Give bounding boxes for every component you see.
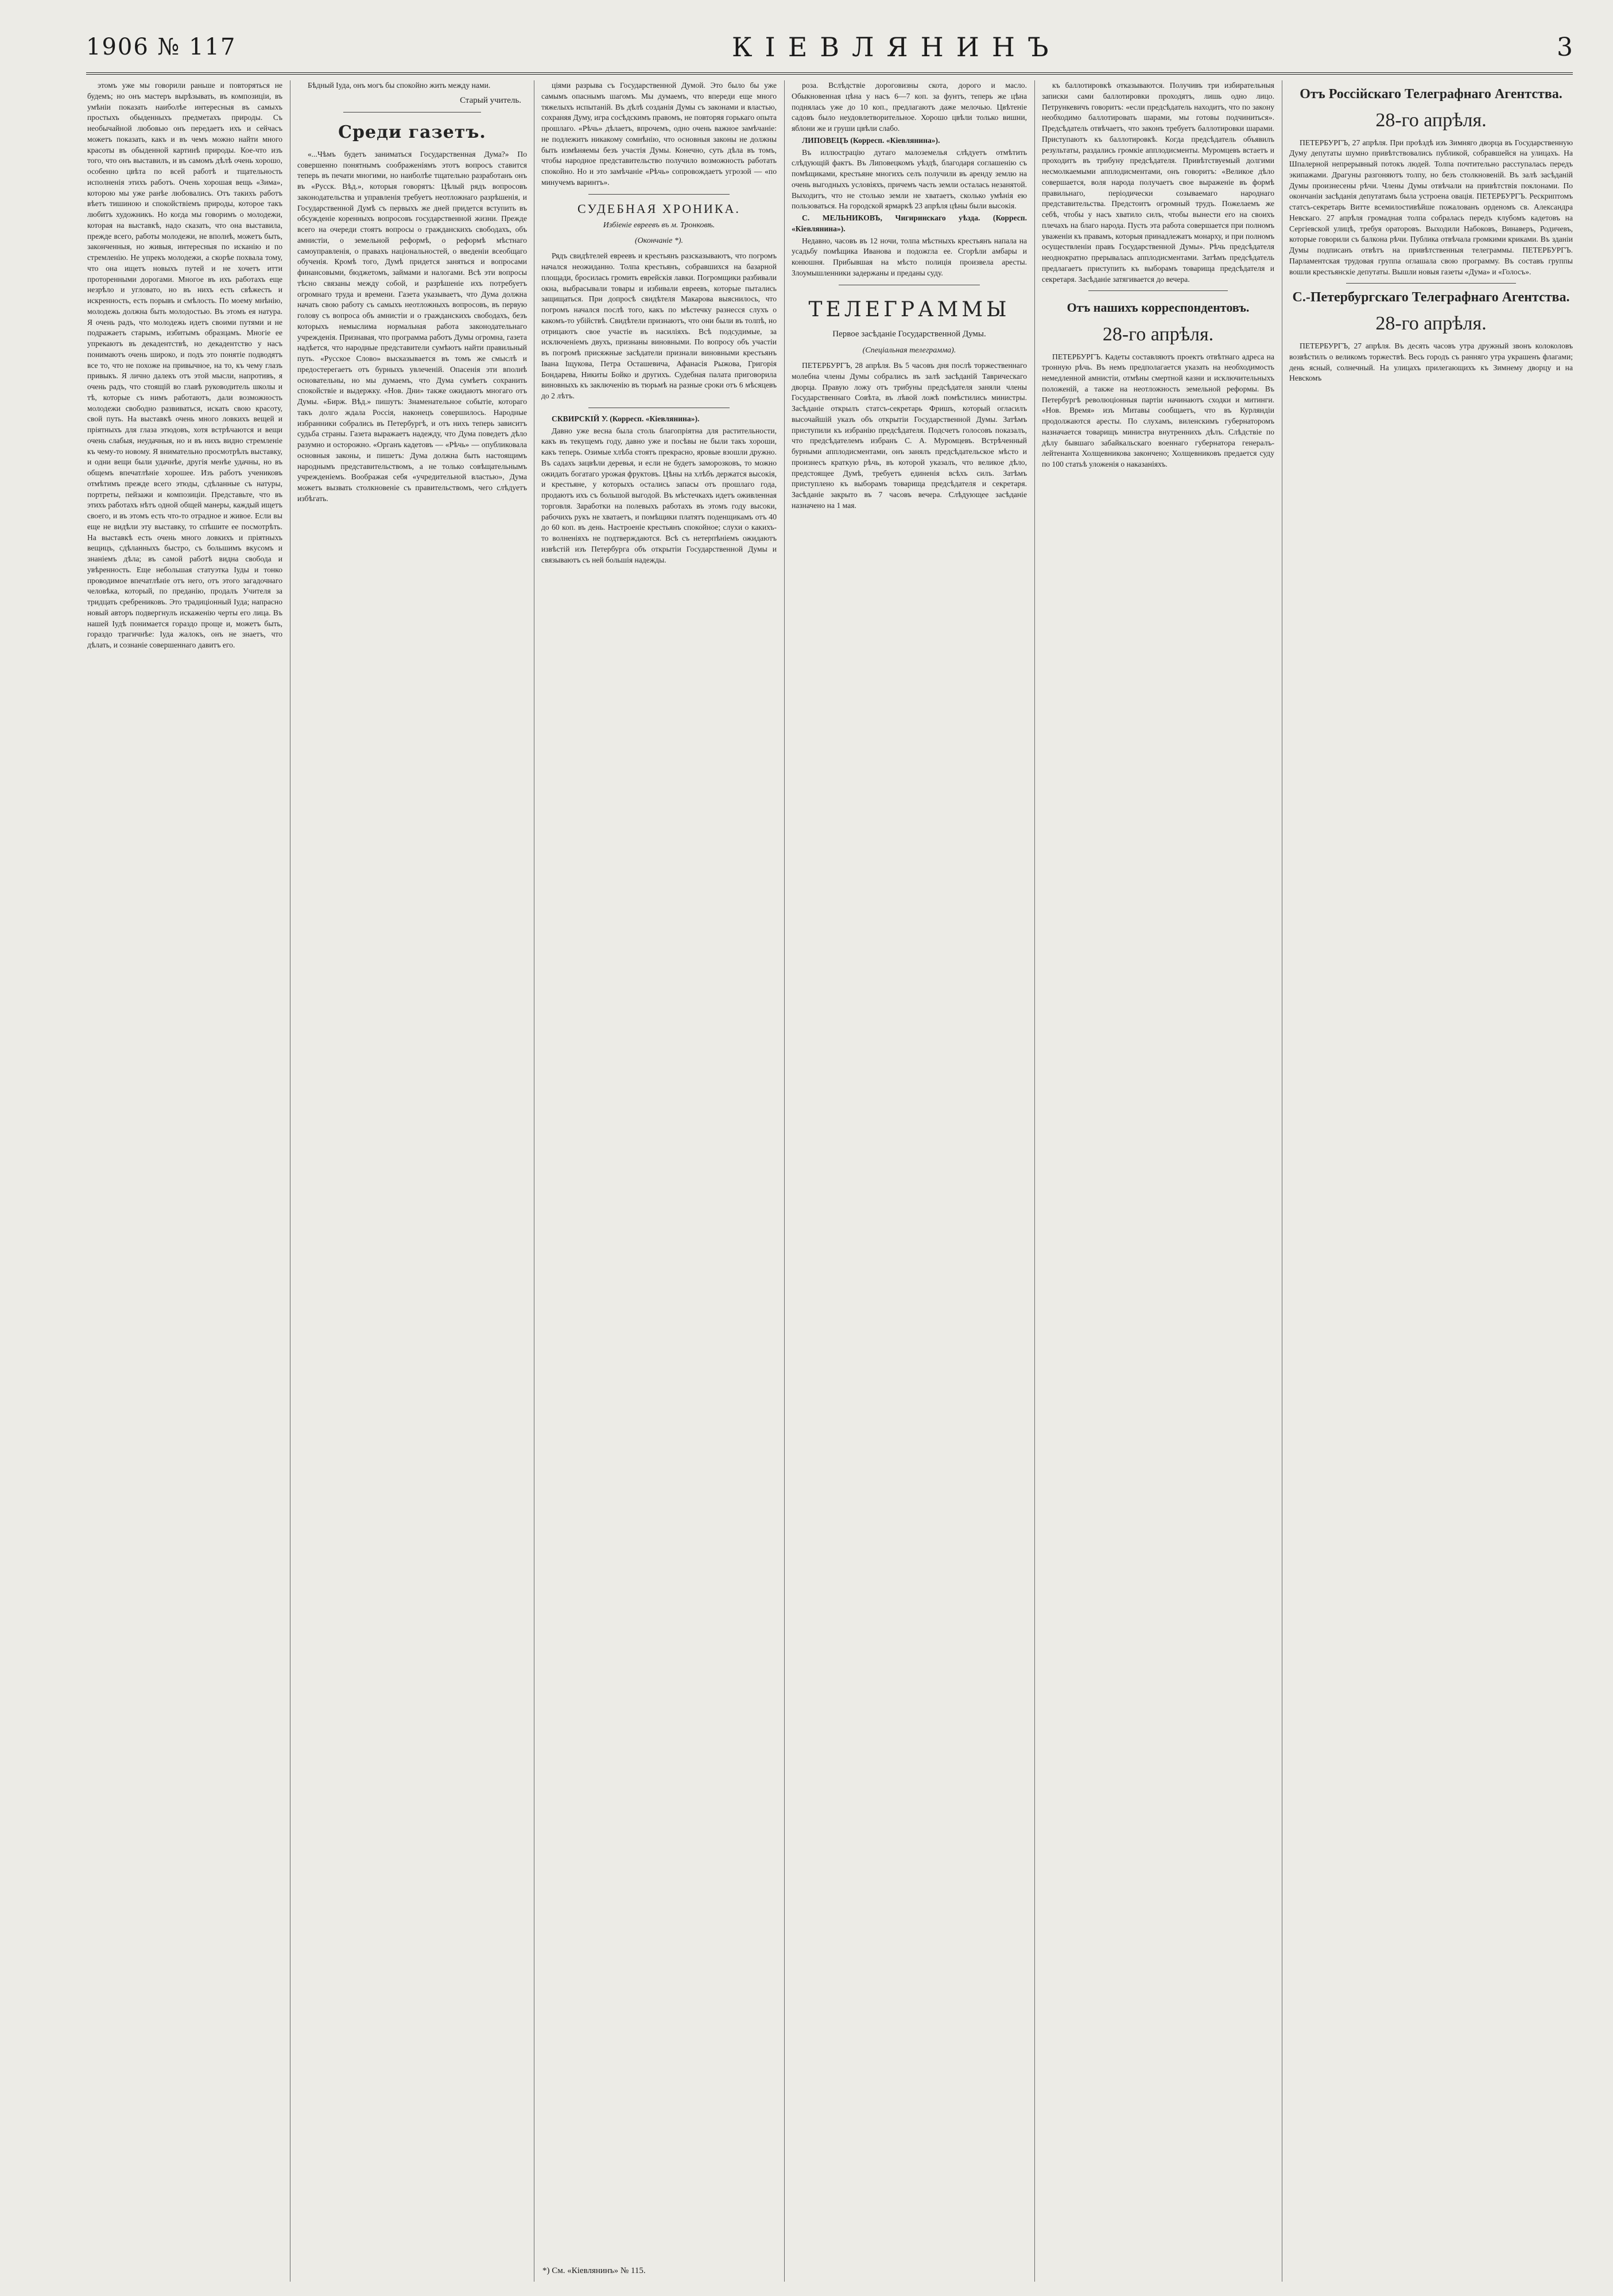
article-text: Бѣдный Іуда, онъ могъ бы спокойно жить между нами. [308,81,491,90]
section-rule [588,194,730,195]
article-text: Недавно, часовъ въ 12 ночи, толпа мѣстныхъ крестьянъ напала на усадьбу помѣщика Иванова и подожгла ее. Сгорѣли амбары и конюшня. Прибывшая на мѣсто полиція произвела аресты. Злоумышленники задержаны и преданы суду. [792,236,1027,277]
article-text: ПЕТЕРБУРГЪ, 27 апрѣля. При проѣздѣ изъ Зимняго дворца въ Государственную Думу депутаты шумно привѣтствовались публикой, собравшейся на улицахъ. На Шпалерной непрерывный потокъ людей. Толпа почтительно расступалась передъ экипажами. Драгуны разгоняютъ толпу, но безъ столкновеній. Въ залѣ засѣданій Думы произнесены рѣчи. Члены Думы отвѣчали на привѣтствія поклонами. По окончаніи засѣданія депутатамъ была устроена овація. ПЕТЕРБУРГЪ. Рескриптомъ статсъ-секретарь Витте всемилостивѣйше пожалованъ орденомъ св. Александра Невскаго. 27 апрѣля громадная толпа собралась передъ клубомъ кадетовъ на Сергіевской улицѣ, требуя ораторовъ. Выходили Набоковъ, Винаверъ, Родичевъ, которые говорили съ балкона рѣчи. Публика отвѣчала громкими криками. Въ зданіи Думы подписанъ отвѣтъ на привѣтственныя телеграммы. ПЕТЕРБУРГЪ. Парламентская трудовая группа оглашала свою программу. Въ составъ группы вошли крестьянскіе депутаты. Вышли новыя газеты «Дума» и «Голосъ». [1289,138,1573,276]
section-rule [1088,290,1228,291]
continuation-note: (Окончаніе *). [634,236,684,246]
section-heading: Среди газетъ. [338,122,486,143]
agency-heading: С.-Петербургскаго Телеграфнаго Агентства. [1292,290,1570,305]
footnote: *) См. «Кіевлянинъ» № 115. [542,2266,646,2275]
date-heading: 28-го апрѣля. [1102,323,1214,345]
section-subheading: Первое засѣданіе Государственной Думы. [832,329,986,339]
column-3 [541,80,777,2282]
newspaper-title: КІЕВЛЯНИНЪ [731,32,1061,63]
section-heading: СУДЕБНАЯ ХРОНИКА. [577,201,740,216]
masthead [86,24,1573,70]
signature: Старый учитель. [460,95,521,105]
column-2 [297,80,527,2282]
article-text: «...Чѣмъ будетъ заниматься Государственная Дума?» По совершенно понятнымъ соображеніямъ этотъ вопросъ ставится теперь въ печати многими, но наиболѣе тщательно разработанъ онъ въ «Русск. Вѣд.», которыя говорятъ: Цѣлый рядъ вопросовъ законодательства и управленія требуетъ неотложнаго разрѣшенія, и Государственной Думѣ съ первыхъ же дней придется вступить въ обсужденіе коренныхъ вопросовъ государственной жизни. Прежде всего на очереди стоятъ вопросы о гражданскихъ свободахъ, объ амнистіи, о земельной реформѣ, о реформѣ мѣстнаго самоуправленія, о правахъ національностей, о введеніи всеобщаго обученія. Кромѣ того, Думѣ придется заняться и вопросами финансовыми, бюджетомъ, займами и налогами. Всѣ эти вопросы тѣсно связаны между собой, и разрѣшеніе ихъ потребуетъ огромнаго труда и времени. Газета указываетъ, что Дума должна начать свою работу съ самыхъ неотложныхъ вопросовъ, въ первую голову съ вопроса объ амнистіи и о гражданскихъ свободахъ, безъ которыхъ немыслима нормальная работа законодательнаго учрежденія. Признавая, что программа работъ Думы огромна, газета надѣется, что народные представители сумѣютъ найти правильный путь. «Русское Слово» высказывается въ томъ же смыслѣ и предостерегаетъ отъ бурныхъ увлеченій. Опасенія эти вполнѣ основательны, но мы думаемъ, что Дума сумѣетъ сохранить спокойствіе и выдержку. «Нов. Дни» также ожидаютъ многаго отъ Думы. «Бирж. Вѣд.» пишутъ: Знаменательное событіе, котораго такъ долго ждала Россія, наконецъ совершилось. Народные избранники собрались въ Петербургѣ, и отъ нихъ теперь зависитъ судьба страны. Газета выражаетъ надежду, что Дума поведетъ дѣло разумно и осторожно. «Органъ кадетовъ — «Рѣчь» — опубликовала основныя законы, и пишетъ: Дума должна быть настоящимъ народнымъ представительствомъ, а не только совѣщательнымъ учрежденіемъ. Воображая себя «учредительной властью», Дума можетъ вызвать столкновеніе съ правительствомъ, чего слѣдуетъ избѣгать. [297,149,527,503]
article-text: Въ иллюстрацію дутаго малоземелья слѣдуетъ отмѣтить слѣдующій фактъ. Въ Липовецкомъ уѣздѣ, благодаря соглашенію съ помѣщиками, крестьяне многихъ селъ получили въ аренду землю на очень выгодныхъ условіяхъ, причемъ часть земли осталась незанятой. Выходитъ, что не столько земли не хватаетъ, сколько умѣнія ею пользоваться. На городской ярмаркѣ 23 апрѣля цѣны были высокія. [792,148,1027,211]
masthead-rule [86,72,1573,75]
article-text: ПЕТЕРБУРГЪ. Кадеты составляютъ проектъ отвѣтнаго адреса на тронную рѣчь. Въ немъ предполагается указать на необходимость немедленной амнистіи, отмѣны смертной казни и исключительныхъ положеній, а также на неотложность земельной реформы. Въ Петербургѣ революціонныя партіи начинаютъ сходки и митинги. «Нов. Время» изъ Митавы сообщаетъ, что въ Курляндіи продолжаются аресты. По слухамъ, виленскимъ губернаторомъ назначается товарищъ министра внутреннихъ дѣлъ. Слѣдствіе по дѣлу бывшаго забайкальскаго военнаго губернатора генералъ-лейтенанта Холщевникова закончено; Холщевниковъ предается суду по 100 статьѣ уложенія о наказаніяхъ. [1042,352,1274,469]
column-divider [1034,80,1035,2282]
column-5 [1042,80,1274,2282]
article-text: къ баллотировкѣ отказываются. Получивъ три избирательныя записки сами баллотировки проходятъ, лишь одно лицо. Петрункевичъ говоритъ: «если предсѣдатель находитъ, что по закону необходимо баллотировать шарами, мы готовы подчиниться». Предсѣдатель отвѣчаетъ, что законъ требуетъ баллотировки шарами. Приступаютъ къ баллотировкѣ. Когда предсѣдатель объявилъ результаты, раздались громкіе апплодисменты. Муромцевъ встаетъ и проходитъ въ трибуну предсѣдателя. Привѣтствуемый долгими несмолкаемыми апплодисментами, онъ говоритъ: «Великое дѣло совершается, воля народа получаетъ свое выраженіе въ формѣ правильнаго, періодически созываемаго народнаго представительства. Предстоитъ огромный трудъ. Пожелаемъ же себѣ, чтобы у насъ хватило силъ, чтобы вынести его на своихъ плечахъ на благо народа. Пусть эта работа совершается при полномъ уваженіи къ правамъ, которыя принадлежатъ монарху, и при полномъ осуществленіи правъ Государственной Думы». Рѣчь предсѣдателя неоднократно прерывалась апплодисментами. Затѣмъ предсѣдатель предлагаетъ приступить къ выборамъ товарища предсѣдателя и секретаря. Засѣданіе затягивается до вечера. [1042,81,1274,284]
telegrams-heading: ТЕЛЕГРАММЫ [808,297,1010,321]
article-text: ПЕТЕРБУРГЪ, 27 апрѣля. Въ десять часовъ утра дружный звонъ колоколовъ возвѣстилъ о великомъ торжествѣ. Весь городъ съ ранняго утра украшенъ флагами; день ясный, солнечный. На улицахъ прилегающихъ къ Зимнему дворцу и на Невскомъ [1289,342,1573,383]
page-number: 3 [1557,32,1573,62]
column-1 [87,80,282,2282]
section-heading: Отъ нашихъ корреспондентовъ. [1067,300,1250,315]
article-text: роза. Вслѣдствіе дороговизны скота, дорого и масло. Обыкновенная цѣна у насъ 6—7 коп. за фунтъ, теперь же цѣна поднялась уже до 10 коп., предлагаютъ даже мелочью. Цвѣтеніе садовъ было неудовлетворительное. Хорошо цвѣли только вишни, яблони же и груши цвѣли слабо. [792,81,1027,133]
date-heading: 28-го апрѣля. [1375,109,1487,131]
dateline: СКВИРСКІЙ У. (Корресп. «Кіевлянина»). [552,414,700,423]
section-subheading: (Спеціальная телеграмма). [862,346,956,355]
dateline: С. МЕЛЬНИКОВЪ, Чигиринскаго уѣзда. (Корресп. «Кіевлянина»). [792,214,1027,233]
column-6 [1289,80,1573,2282]
agency-heading: Отъ Россійскаго Телеграфнаго Агентства. [1300,87,1562,102]
article-text: ціями разрыва съ Государственной Думой. Это было бы уже самымъ опаснымъ шагомъ. Мы думаемъ, что впереди еще много тяжелыхъ испытаній. Въ дѣлѣ созданія Думы съ законами и властью, сохраняя Думу, игра сосѣдскимъ правомъ, не повторяя горькаго опыта прошлаго. «Рѣчь» дѣлаетъ, впрочемъ, одно очень важное замѣчаніе: не подлежитъ никакому сомнѣнію, что основныя законы не должны быть измѣняемы безъ участія Думы. Конечно, суть дѣла въ томъ, чтобы народное представительство получило возможность работать спокойно. Но и это замѣчаніе «Рѣчь» сопровождаетъ угрозой — «по минучемъ варинтъ». [541,81,777,187]
article-text: этомъ уже мы говорили раньше и повторяться не будемъ; но онъ мастеръ вырѣзывать, въ композиціи, въ умѣніи показать наиболѣе интересныя въ самыхъ простыхъ обыденныхъ предметахъ природы. Съ необычайной любовью онъ передаетъ ихъ и сейчасъ можетъ показать, какъ и въ чемъ можно найти много красоты въ обыденной картинѣ природы. Кое-что изъ того, что онъ выставилъ, и въ самомъ дѣлѣ очень хорошо, особенно цвѣта по всей работѣ и тщательность исполненія этихъ работъ. Очень хорошая вещь «Зима», которою мы уже ранѣе любовались. Отъ такихъ работъ вѣетъ тишиною и спокойствіемъ природы, которое такъ любитъ художникъ. Но когда мы говоримъ о молодежи, которая на выставкѣ, надо сказать, что она выставила, прежде всего, работы молодежи, не вполнѣ, можетъ быть, законченныя, но живыя, интересныя по исканію и по стремленію. Не упрекъ молодежи, а скорѣе похвала тому, что она ищетъ новыхъ путей и не хочетъ итти проторенными дорогами. Многое въ ихъ работахъ еще незрѣло и угловато, но въ нихъ есть свѣжесть и искренность, есть порывъ и смѣлость. По моему мнѣнію, молодежь должна быть молодостью. Въ этомъ ея натура. Я очень радъ, что молодежь идетъ своими путями и не подражаетъ старымъ, избитымъ образцамъ. Многіе ее упрекаютъ въ декадентствѣ, но декадентство у насъ понимаютъ очень широко, и подъ это понятіе подводятъ все то, что не похоже на привычное, на то, къ чему глазъ привыкъ. Я лично далекъ отъ этой мысли, напротивъ, я очень радъ, что стоящій во главѣ руководитель школы и тѣ, которые съ нимъ работаютъ, дали возможность молодежи свободно развиваться, искать свою красоту, свой путь. На выставкѣ очень много ловкихъ вещей и пріятныхъ для глаза этюдовъ, хотя встрѣчаются и вещи очень слабыя, неудачныя, но и въ нихъ видно стремленіе къ чему-то новому. Я внимательно просмотрѣлъ выставку, и одни вещи были удачнѣе, другія менѣе удачны, но въ общемъ впечатлѣніе хорошее. Изъ работъ учениковъ отмѣтимъ прежде всего этюды, сдѣланные съ натуры, портреты, пейзажи и композиціи. Представьте, что въ этихъ работахъ нѣтъ одной общей манеры, каждый ищетъ своего, и въ этомъ есть что-то отрадное и живое. Если вы еще не видѣли эту выставку, то спѣшите ее посмотрѣть. На выставкѣ есть очень много ловкихъ и пріятныхъ вещицъ, сдѣланныхъ быстро, съ большимъ вкусомъ и знаніемъ дѣла; въ самой работѣ видна свобода и увѣренность. Еще небольшая статуэтка Іуды и тонко проводимое впечатлѣніе отъ него, отъ этого загадочнаго человѣка, который, по преданію, продалъ Учителя за тридцать сребрениковъ. Это традиціонный Іуда; напрасно новый авторъ подвергнулъ искаженію черты его лица. Въ нашей Іудѣ понимается гораздо проще и, можетъ быть, гораздо трагичнѣе: Іуда жалокъ, онъ не знаетъ, что дѣлать, и сознаніе совершеннаго давитъ его. [87,81,282,649]
column-4 [792,80,1027,2282]
date-heading: 28-го апрѣля. [1375,313,1487,335]
column-divider [784,80,785,2282]
section-rule [1346,283,1516,284]
issue-number: 1906 № 117 [86,34,236,60]
section-subheading: Избіеніе евреевъ въ м. Тронковѣ. [603,220,715,230]
article-text: Рядъ свидѣтелей евреевъ и крестьянъ разсказываютъ, что погромъ начался неожиданно. Толпа крестьянъ, собравшихся на базарной площади, бросилась громить еврейскія лавки. Погромщики разбивали окна, выбрасывали товары и избивали евреевъ, которые пытались защищаться. При допросѣ свидѣтеля Макарова выяснилось, что погромъ начался послѣ того, какъ по мѣстечку разнесся слухъ о какомъ-то убійствѣ. Свидѣтели признаютъ, что они были въ толпѣ, но отрицаютъ свое участіе въ насиліяхъ. Всѣ подсудимые, за исключеніемъ двухъ, признаны виновными. По вопросу объ участіи въ погромѣ присяжные засѣдатели признали виновными крестьянъ Івана Іщукова, Петра Осташевича, Афанасія Рыжова, Григорія Бондарева, Никиты Бойко и другихъ. Судебная палата приговорила виновныхъ къ заключенію въ тюрьмѣ на разные сроки отъ 6 мѣсяцевъ до 2 лѣтъ. [541,251,777,401]
dateline: ЛИПОВЕЦЪ (Корресп. «Кіевлянина»). [802,135,940,145]
article-text: ПЕТЕРБУРГЪ, 28 апрѣля. Въ 5 часовъ дня послѣ торжественнаго молебна члены Думы собрались въ залѣ засѣданій Таврическаго дворца. Правую ложу отъ трибуны предсѣдателя заняли члены Государственнаго Совѣта, въ лѣвой ложѣ помѣстились министры. Засѣданіе открылъ статсъ-секретарь Фришъ, который огласилъ высочайшій указъ объ открытіи Государственной Думы. Затѣмъ приступили къ избранію предсѣдателя. Подсчетъ голосовъ показалъ, что предсѣдателемъ избранъ С. А. Муромцевъ. Встрѣченный бурными апплодисментами, онъ занялъ предсѣдательское мѣсто и произнесъ краткую рѣчь, въ которой указалъ, что великое дѣло, предстоящее Думѣ, требуетъ единенія всѣхъ силъ. Затѣмъ приступлено къ выборамъ товарища предсѣдателя и секретаря. Засѣданіе закрыто въ 7 часовъ вечера. Слѣдующее засѣданіе назначено на 1 мая. [792,361,1027,510]
article-text: Давно уже весна была столь благопріятна для растительности, какъ въ текущемъ году, давно уже и посѣвы не были такъ хороши, какъ теперь. Озимые хлѣба стоятъ прекрасно, яровые взошли дружно. Въ садахъ зацвѣли деревья, и если не будетъ заморозковъ, то можно ожидать богатаго урожая фруктовъ. Цѣны на хлѣбъ держатся высокія, и крестьяне, у которыхъ остались запасы отъ прошлаго года, продаютъ ихъ съ большой выгодой. Въ мѣстечкахъ идетъ оживленная торговля. Заработки на полевыхъ работахъ въ этомъ году высоки, рабочихъ рукъ не хватаетъ, и помѣщики платятъ поденщикамъ отъ 40 до 60 коп. въ день. Настроеніе крестьянъ спокойное; слухи о какихъ-то волненіяхъ не подтверждаются. Всѣ съ нетерпѣніемъ ожидаютъ извѣстій изъ Петербурга объ открытіи Государственной Думы и связываютъ съ ней большія надежды. [541,426,777,564]
section-rule [343,112,481,113]
